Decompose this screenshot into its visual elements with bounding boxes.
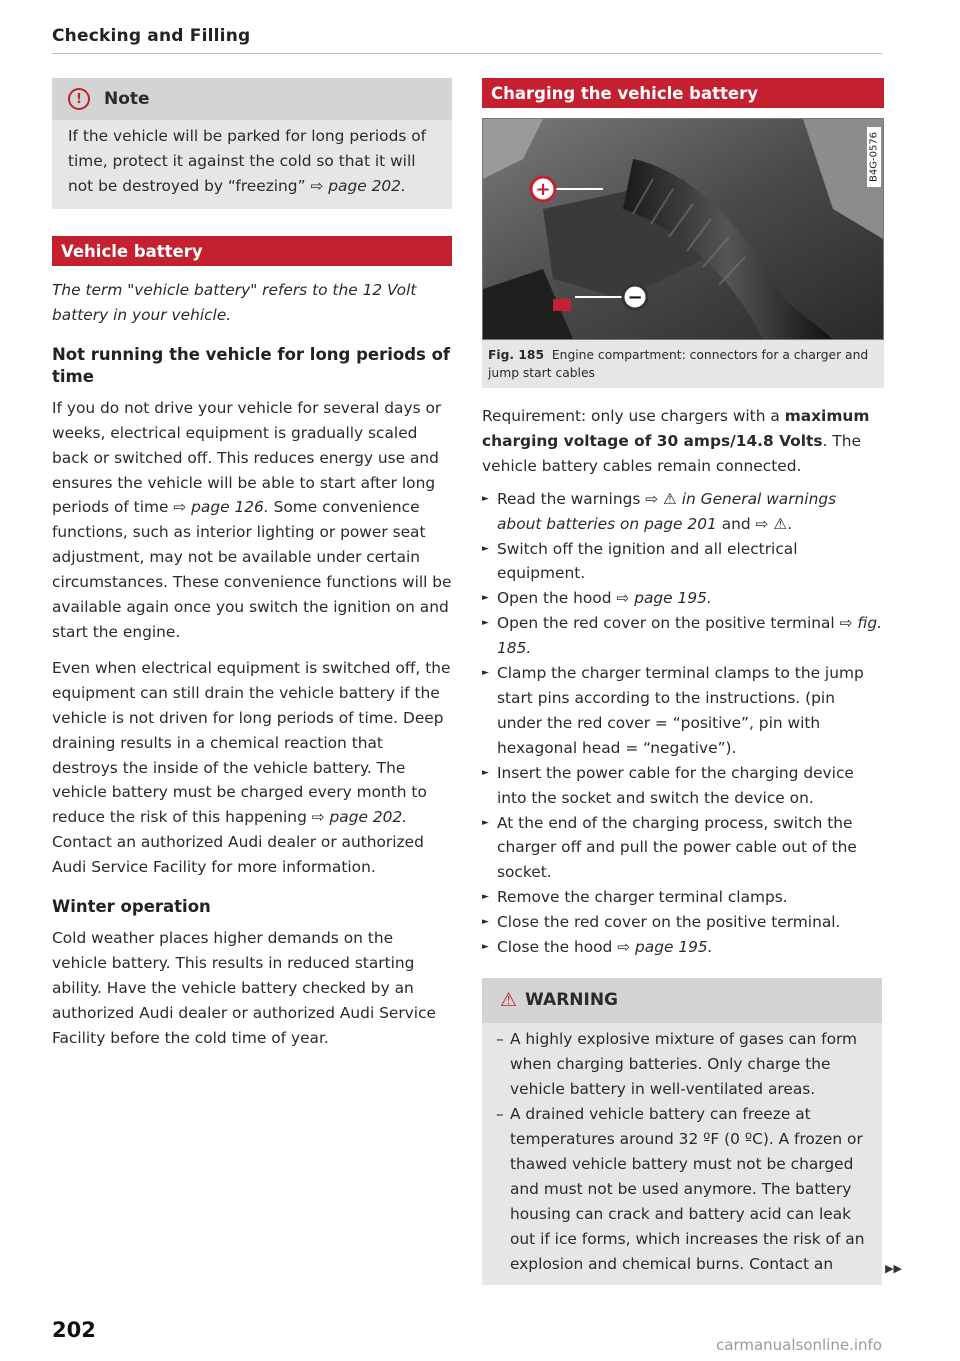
watermark: carmanualsonline.info	[716, 1336, 882, 1354]
step-item: ► Switch off the ignition and all electrical equipment.	[482, 537, 884, 587]
page-202-link[interactable]: ⇨ page 202.	[311, 808, 408, 827]
svg-text:+: +	[535, 179, 551, 200]
step-item: ► Remove the charger terminal clamps.	[482, 885, 884, 910]
step-item: ► Read the warnings ⇨ ⚠ in General warnings about batteries on page 201 and ⇨ ⚠.	[482, 487, 884, 537]
subheading-winter-operation: Winter operation	[52, 897, 211, 917]
fig-185-link[interactable]: ⇨ fig. 185.	[497, 614, 883, 658]
warning-body	[482, 1023, 882, 1285]
engine-illustration	[483, 119, 883, 339]
note-text: If the vehicle will be parked for long periods of time, protect it against the cold so that it will not be destroyed by “freezing”	[68, 127, 427, 195]
left-column	[52, 78, 452, 1051]
header-divider	[52, 53, 882, 54]
section-title-vehicle-battery: Vehicle battery	[52, 236, 452, 266]
section-header: Checking and Filling	[52, 26, 251, 46]
warning-header	[482, 978, 882, 1023]
figure-caption: Fig. 185 Engine compartment: connectors for a charger and jump start cables	[482, 340, 884, 388]
note-title: Note	[104, 89, 150, 109]
page-number: 202	[52, 1318, 96, 1342]
step-item: ► Clamp the charger terminal clamps to the jump start pins according to the instructions. (pin under the red cover = “positive”, pin with hexagonal head = “negative”).	[482, 661, 884, 761]
paragraph-winter: Cold weather places higher demands on the vehicle battery. This results in reduced starting ability. Have the vehicle battery checked by an authorized Audi dealer or authorized Audi Service Facility before the cold time of year.	[52, 929, 436, 1047]
warnings-link[interactable]: in General warnings about batteries on page 201	[497, 489, 837, 533]
exclamation-icon: !	[68, 88, 90, 110]
note-box	[52, 78, 452, 209]
right-column	[482, 78, 902, 1285]
subheading-long-periods: Not running the vehicle for long periods of time	[52, 344, 451, 386]
warning-triangle-icon: ⚠	[500, 989, 518, 1012]
warning-box	[482, 978, 902, 1285]
charging-steps-list	[482, 487, 884, 960]
warning-item: – A drained vehicle battery can freeze at temperatures around 32 ºF (0 ºC). A frozen or thawed vehicle battery must not be charged and must not be used anymore. The battery housing can crack and battery acid can leak out if ice forms, which increases the risk of an explosion and chemical burns. Contact an	[496, 1102, 868, 1277]
battery-intro: The term "vehicle battery" refers to the 12 Volt battery in your vehicle.	[52, 281, 417, 324]
note-body	[52, 120, 452, 209]
step-item: ► Open the red cover on the positive terminal ⇨ fig. 185.	[482, 611, 884, 661]
continue-arrow-icon: ▶▶	[885, 1261, 902, 1275]
charging-requirement: Requirement: only use chargers with a maximum charging voltage of 30 amps/14.8 Volts. The vehicle battery cables remain connected.	[482, 407, 870, 475]
section-title-charging: Charging the vehicle battery	[482, 78, 884, 108]
step-item: ► Insert the power cable for the charging device into the socket and switch the device on.	[482, 761, 884, 811]
step-item: ► Close the hood ⇨ page 195.	[482, 935, 884, 960]
paragraph-scaled-back: If you do not drive your vehicle for several days or weeks, electrical equipment is gradually scaled back or switched off. This reduces energy use and ensures the vehicle will be able to start after long periods of time ⇨ page 126. Some convenience functions, such as interior lighting or power seat adjustment, may not be available under certain circumstances. These convenience functions will be available again once you switch the ignition on and start the engine.	[52, 398, 452, 641]
page-195-link[interactable]: ⇨ page 195.	[616, 589, 712, 608]
figure-code: B4G-0576	[867, 127, 881, 187]
warning-item: – A highly explosive mixture of gases can form when charging batteries. Only charge the vehicle battery in well-ventilated areas.	[496, 1027, 868, 1102]
note-header	[52, 78, 452, 120]
svg-text:−: −	[627, 287, 643, 308]
engine-compartment-figure	[482, 118, 884, 340]
page-126-link[interactable]: ⇨ page 126.	[173, 498, 269, 517]
warning-title: WARNING	[525, 990, 619, 1011]
note-page-link[interactable]: ⇨ page 202.	[310, 177, 406, 195]
step-item: ► Close the red cover on the positive terminal.	[482, 910, 884, 935]
step-item: ► Open the hood ⇨ page 195.	[482, 586, 884, 611]
step-item: ► At the end of the charging process, switch the charger off and pull the power cable out of the socket.	[482, 811, 884, 886]
page-195-link[interactable]: ⇨ page 195.	[617, 938, 713, 957]
paragraph-deep-draining: Even when electrical equipment is switched off, the equipment can still drain the vehicle battery if the vehicle is not driven for long periods of time. Deep draining results in a chemical reaction that destroys the inside of the vehicle battery. The vehicle battery must be charged every month to reduce the risk of this happening ⇨ page 202. Contact an authorized Audi dealer or authorized Audi Service Facility for more information.	[52, 658, 451, 877]
